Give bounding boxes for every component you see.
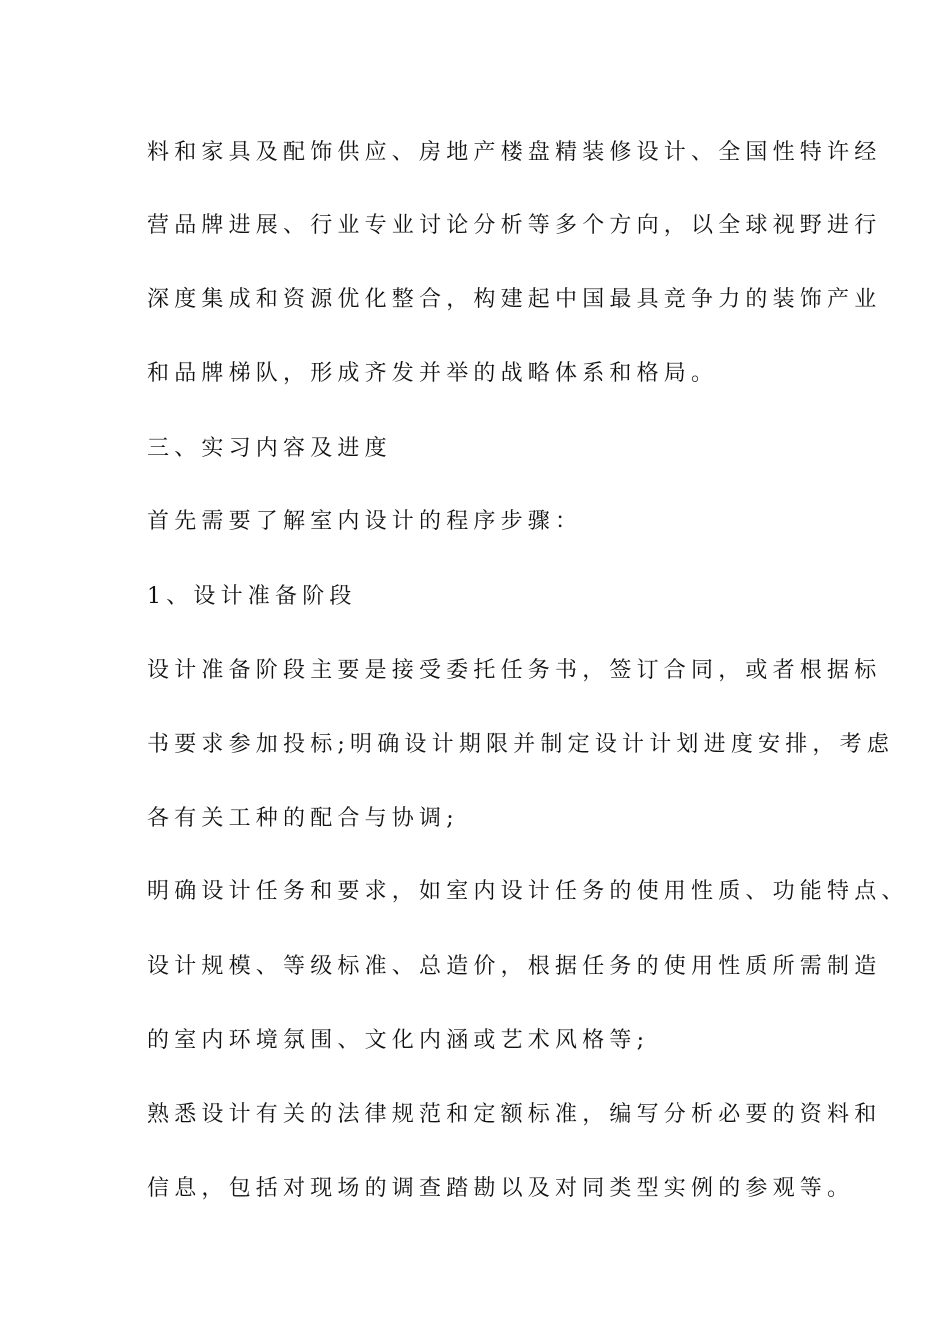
subsection-heading: 1、设计准备阶段: [147, 584, 357, 609]
paragraph-line-2: 营品牌进展、行业专业讨论分析等多个方向，以全球视野进行: [147, 213, 882, 238]
paragraph-line-12: 设计规模、等级标准、总造价，根据任务的使用性质所需制造: [147, 954, 882, 979]
paragraph-line-1: 料和家具及配饰供应、房地产楼盘精装修设计、全国性特许经: [147, 140, 882, 165]
paragraph-line-3: 深度集成和资源优化整合，构建起中国最具竞争力的装饰产业: [147, 287, 882, 312]
paragraph-line-15: 信息，包括对现场的调查踏勘以及对同类型实例的参观等。: [147, 1176, 855, 1201]
paragraph-line-14: 熟悉设计有关的法律规范和定额标准，编写分析必要的资料和: [147, 1102, 882, 1127]
section-heading: 三、实习内容及进度: [147, 436, 392, 461]
paragraph-line-8: 设计准备阶段主要是接受委托任务书，签订合同，或者根据标: [147, 658, 882, 683]
paragraph-line-9: 书要求参加投标;明确设计期限并制定设计计划进度安排，考虑: [147, 732, 895, 757]
paragraph-line-10: 各有关工种的配合与协调;: [147, 806, 459, 831]
paragraph-line-13: 的室内环境氛围、文化内涵或艺术风格等;: [147, 1028, 650, 1053]
paragraph-line-4: 和品牌梯队，形成齐发并举的战略体系和格局。: [147, 361, 719, 386]
paragraph-line-11: 明确设计任务和要求，如室内设计任务的使用性质、功能特点、: [147, 879, 909, 904]
paragraph-line-6: 首先需要了解室内设计的程序步骤：: [147, 509, 583, 534]
